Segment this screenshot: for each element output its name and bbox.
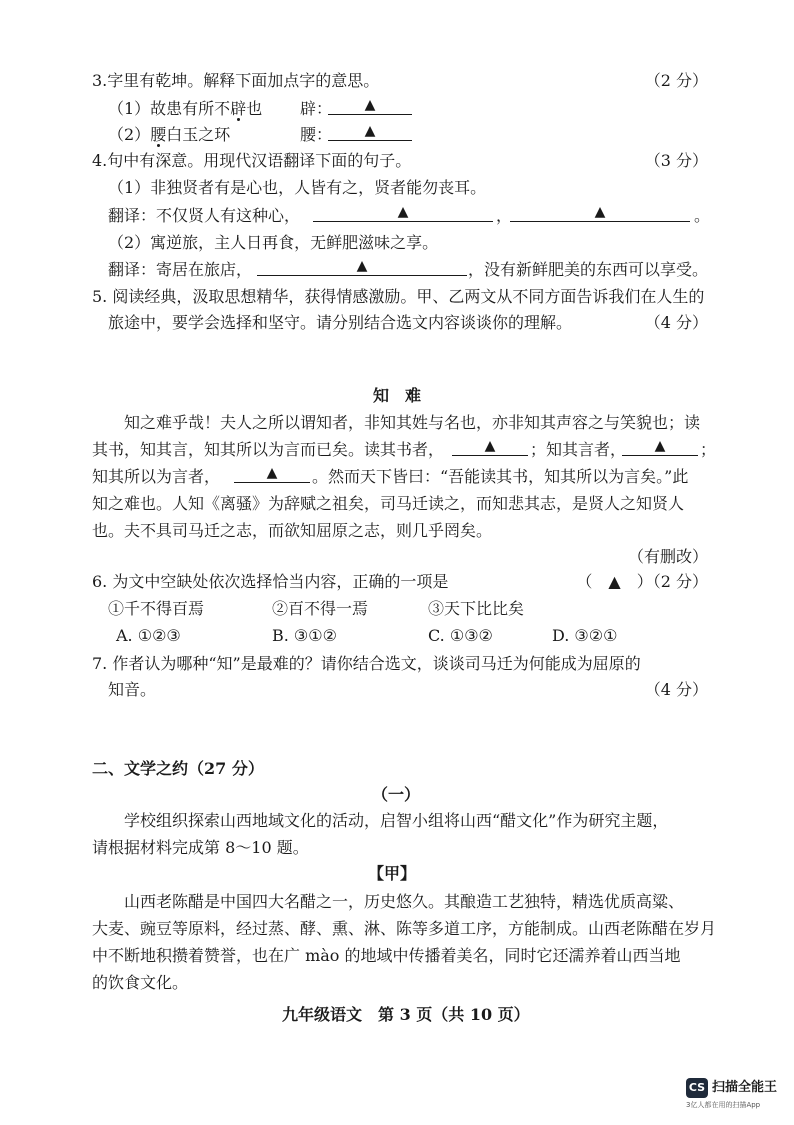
q3-item1-dotted-char: 辟 — [230, 99, 247, 118]
q4-t1-prefix: 翻译：不仅贤人有这种心， — [108, 206, 301, 225]
q4-t1-sep: ， — [496, 206, 513, 225]
passage-blank-3[interactable]: ▲ — [234, 462, 310, 483]
material-label-line — [0, 859, 794, 889]
passage-text-2d: ； — [700, 440, 717, 459]
section2-intro-text-1: 学校组织探索山西地域文化的活动，启智小组将山西“醋文化”作为研究主题， — [124, 811, 669, 830]
q4-sentence-2 — [0, 228, 794, 258]
passage-blank-2[interactable]: ▲ — [622, 435, 698, 456]
q7-text-2: 知音。 — [108, 680, 157, 699]
q3-item1-text: （1）故患有所不辟也 — [108, 99, 263, 118]
q4-t1-end: 。 — [694, 206, 711, 225]
q7-text-1: 7. 作者认为哪种“知”是最难的？请你结合选文，谈谈司马迁为何能成为屈原的 — [92, 654, 641, 673]
q4-stem: 4.句中有深意。用现代汉语翻译下面的句子。 — [92, 151, 412, 170]
camscanner-tagline: 3亿人都在用的扫描App — [686, 1101, 761, 1109]
material-line-2 — [0, 914, 794, 944]
passage-title: 知 难 — [373, 386, 422, 405]
q6-option-3: ③天下比比矣 — [428, 599, 525, 618]
q4-s1-text: （1）非独贤者有是心也，人皆有之，贤者能勿丧耳。 — [108, 178, 487, 197]
camscanner-logo-icon: CS — [686, 1078, 708, 1098]
material-label: 【甲】 — [368, 864, 417, 883]
q4-sentence-1 — [0, 173, 794, 203]
section2-intro-text-2: 请根据材料完成第 8～10 题。 — [92, 838, 309, 857]
q3-points: （2 分） — [644, 71, 708, 90]
page-footer-line — [0, 1000, 794, 1030]
material-text-1: 山西老陈醋是中国四大名醋之一，历史悠久。其酿造工艺独特，精选优质高粱、 — [124, 892, 685, 911]
material-text-4: 的饮食文化。 — [92, 973, 189, 992]
q6-stem-line — [0, 567, 794, 597]
q4-translation-1 — [0, 201, 794, 231]
section2-intro-1 — [0, 806, 794, 836]
material-line-3 — [0, 941, 794, 971]
passage-text-3c: 。然而天下皆曰：“吾能读其书，知其所以为言矣。”此 — [312, 467, 689, 486]
q3-item2-text: （2）腰白玉之环 — [108, 125, 231, 144]
q5-line-2 — [0, 308, 794, 338]
material-text-2: 大麦、豌豆等原料，经过蒸、酵、熏、淋、陈等多道工序，方能制成。山西老陈醋在岁月 — [92, 919, 717, 938]
q7-points: （4 分） — [644, 680, 708, 699]
q4-s2-text: （2）寓逆旅，主人日再食，无鲜肥滋味之享。 — [108, 233, 439, 252]
passage-line-1 — [0, 408, 794, 438]
q3-item2-dotted-char: 腰 — [150, 125, 167, 144]
q6-answer-slot[interactable]: （ ▲ ）（2 分） — [576, 572, 708, 591]
section2-title: 二、文学之约（27 分） — [92, 759, 264, 778]
q5-points: （4 分） — [644, 313, 708, 332]
q4-t1-blank-1[interactable]: ▲ — [313, 201, 493, 222]
q3-item2-label: 腰： — [300, 125, 333, 144]
camscanner-brand: 扫描全能王 — [712, 1080, 778, 1095]
q5-text-2: 旅途中，要学会选择和坚守。请分别结合选文内容谈谈你的理解。 — [108, 313, 573, 332]
q4-t2-suffix: ，没有新鲜肥美的东西可以享受。 — [468, 260, 709, 279]
passage-note: （有删改） — [627, 547, 708, 566]
passage-line-4 — [0, 489, 794, 519]
q3-stem: 3.字里有乾坤。解释下面加点字的意思。 — [92, 71, 380, 90]
q6-choice-d[interactable]: D. ③②① — [552, 626, 618, 645]
q3-item1-answer-blank[interactable]: ▲ — [328, 94, 412, 115]
passage-text-5: 也。夫不具司马迁之志，而欲知屈原之志，则几乎罔矣。 — [92, 521, 493, 540]
page-number: 九年级语文 第 3 页（共 10 页） — [282, 1005, 530, 1024]
q6-stem: 6. 为文中空缺处依次选择恰当内容，正确的一项是 — [92, 572, 449, 591]
q6-choices-row — [0, 621, 794, 651]
passage-text-2a: 其书，知其言，知其所以为言而已矣。读其书者， — [92, 440, 445, 459]
q6-choice-b[interactable]: B. ③①② — [272, 626, 337, 645]
q3-item2-answer-blank[interactable]: ▲ — [328, 120, 412, 141]
passage-line-2 — [0, 435, 794, 465]
section2-subtitle: （一） — [372, 785, 421, 804]
q6-choice-c[interactable]: C. ①③② — [428, 626, 493, 645]
q7-line-2 — [0, 675, 794, 705]
passage-title-line — [0, 381, 794, 411]
passage-text-3a: 知其所以为言者， — [92, 467, 221, 486]
passage-text-1: 知之难乎哉！夫人之所以谓知者，非知其姓与名也，亦非知其声容之与笑貌也；读 — [124, 413, 701, 432]
q4-t2-prefix: 翻译：寄居在旅店， — [108, 260, 253, 279]
passage-blank-1[interactable]: ▲ — [452, 435, 528, 456]
material-line-4 — [0, 968, 794, 998]
material-line-1 — [0, 887, 794, 917]
q5-text-1: 5. 阅读经典，汲取思想精华，获得情感激励。甲、乙两文从不同方面告诉我们在人生的 — [92, 287, 705, 306]
q3-item1-label: 辟： — [300, 99, 333, 118]
passage-text-2c: ；知其言者， — [530, 440, 627, 459]
q6-choice-a[interactable]: A. ①②③ — [116, 626, 181, 645]
q6-options-row — [0, 594, 794, 624]
passage-line-3 — [0, 462, 794, 492]
material-text-3: 中不断地积攒着赞誉，也在广 mào 的地域中传播着美名，同时它还濡养着山西当地 — [92, 946, 681, 965]
q4-t2-blank[interactable]: ▲ — [257, 255, 467, 276]
q4-t1-blank-2[interactable]: ▲ — [510, 201, 690, 222]
q3-stem-line — [0, 66, 794, 96]
passage-text-4: 知之难也。人知《离骚》为辞赋之祖矣，司马迁读之，而知悲其志，是贤人之知贤人 — [92, 494, 685, 513]
q4-points: （3 分） — [644, 151, 708, 170]
q6-option-1: ①千不得百焉 — [108, 599, 205, 618]
q6-option-2: ②百不得一焉 — [272, 599, 369, 618]
q4-stem-line — [0, 146, 794, 176]
q4-translation-2 — [0, 255, 794, 285]
